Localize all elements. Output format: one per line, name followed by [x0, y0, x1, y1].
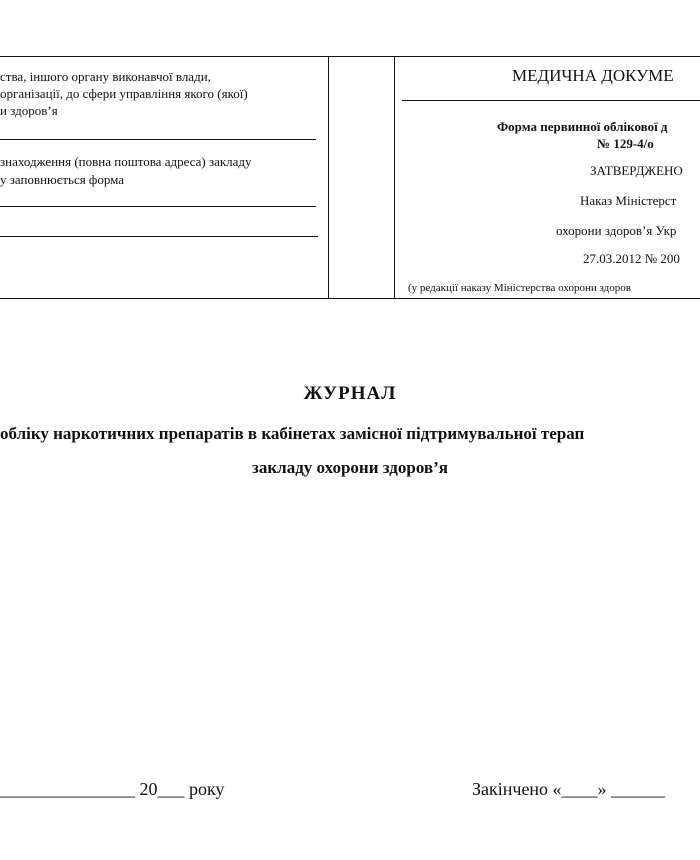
- edition-note: (у редакції наказу Міністерства охорони здоров: [408, 282, 631, 294]
- medical-documentation-title: МЕДИЧНА ДОКУМЕ: [512, 66, 674, 85]
- order-date: 27.03.2012 № 200: [583, 251, 680, 266]
- header-separator-1: [328, 56, 329, 299]
- form-name-line-1: Форма первинної облікової д: [497, 119, 668, 134]
- authority-line-3: и здоров’я: [0, 103, 58, 118]
- header-separator-2: [394, 56, 395, 299]
- header-bottom-border: [0, 298, 700, 299]
- address-underline-1: [0, 206, 316, 207]
- journal-subtitle-1: обліку наркотичних препаратів в кабінетах замісної підтримувальної терап: [0, 424, 585, 443]
- address-line-1: знаходження (повна поштова адреса) закладу: [0, 154, 252, 169]
- header-top-border: [0, 56, 700, 57]
- started-date: _______________ 20___ року: [0, 779, 225, 799]
- order-line-2: охорони здоров’я Укр: [556, 223, 677, 238]
- journal-subtitle-2: закладу охорони здоров’я: [252, 458, 448, 477]
- authority-line-2: організації, до сфери управління якого (якої): [0, 86, 248, 101]
- address-underline-2: [0, 236, 318, 237]
- form-header-table: [0, 56, 700, 300]
- authority-line-1: ства, іншого органу виконавчої влади,: [0, 69, 211, 84]
- journal-title: ЖУРНАЛ: [303, 383, 397, 404]
- finished-date: Закінчено «____» ______: [472, 779, 666, 799]
- order-line-1: Наказ Міністерст: [580, 193, 677, 208]
- form-number: № 129-4/о: [597, 136, 654, 151]
- doc-title-underline: [402, 100, 700, 101]
- address-line-2: у заповнюється форма: [0, 172, 125, 187]
- authority-underline: [0, 139, 316, 140]
- approved-label: ЗАТВЕРДЖЕНО: [590, 163, 683, 178]
